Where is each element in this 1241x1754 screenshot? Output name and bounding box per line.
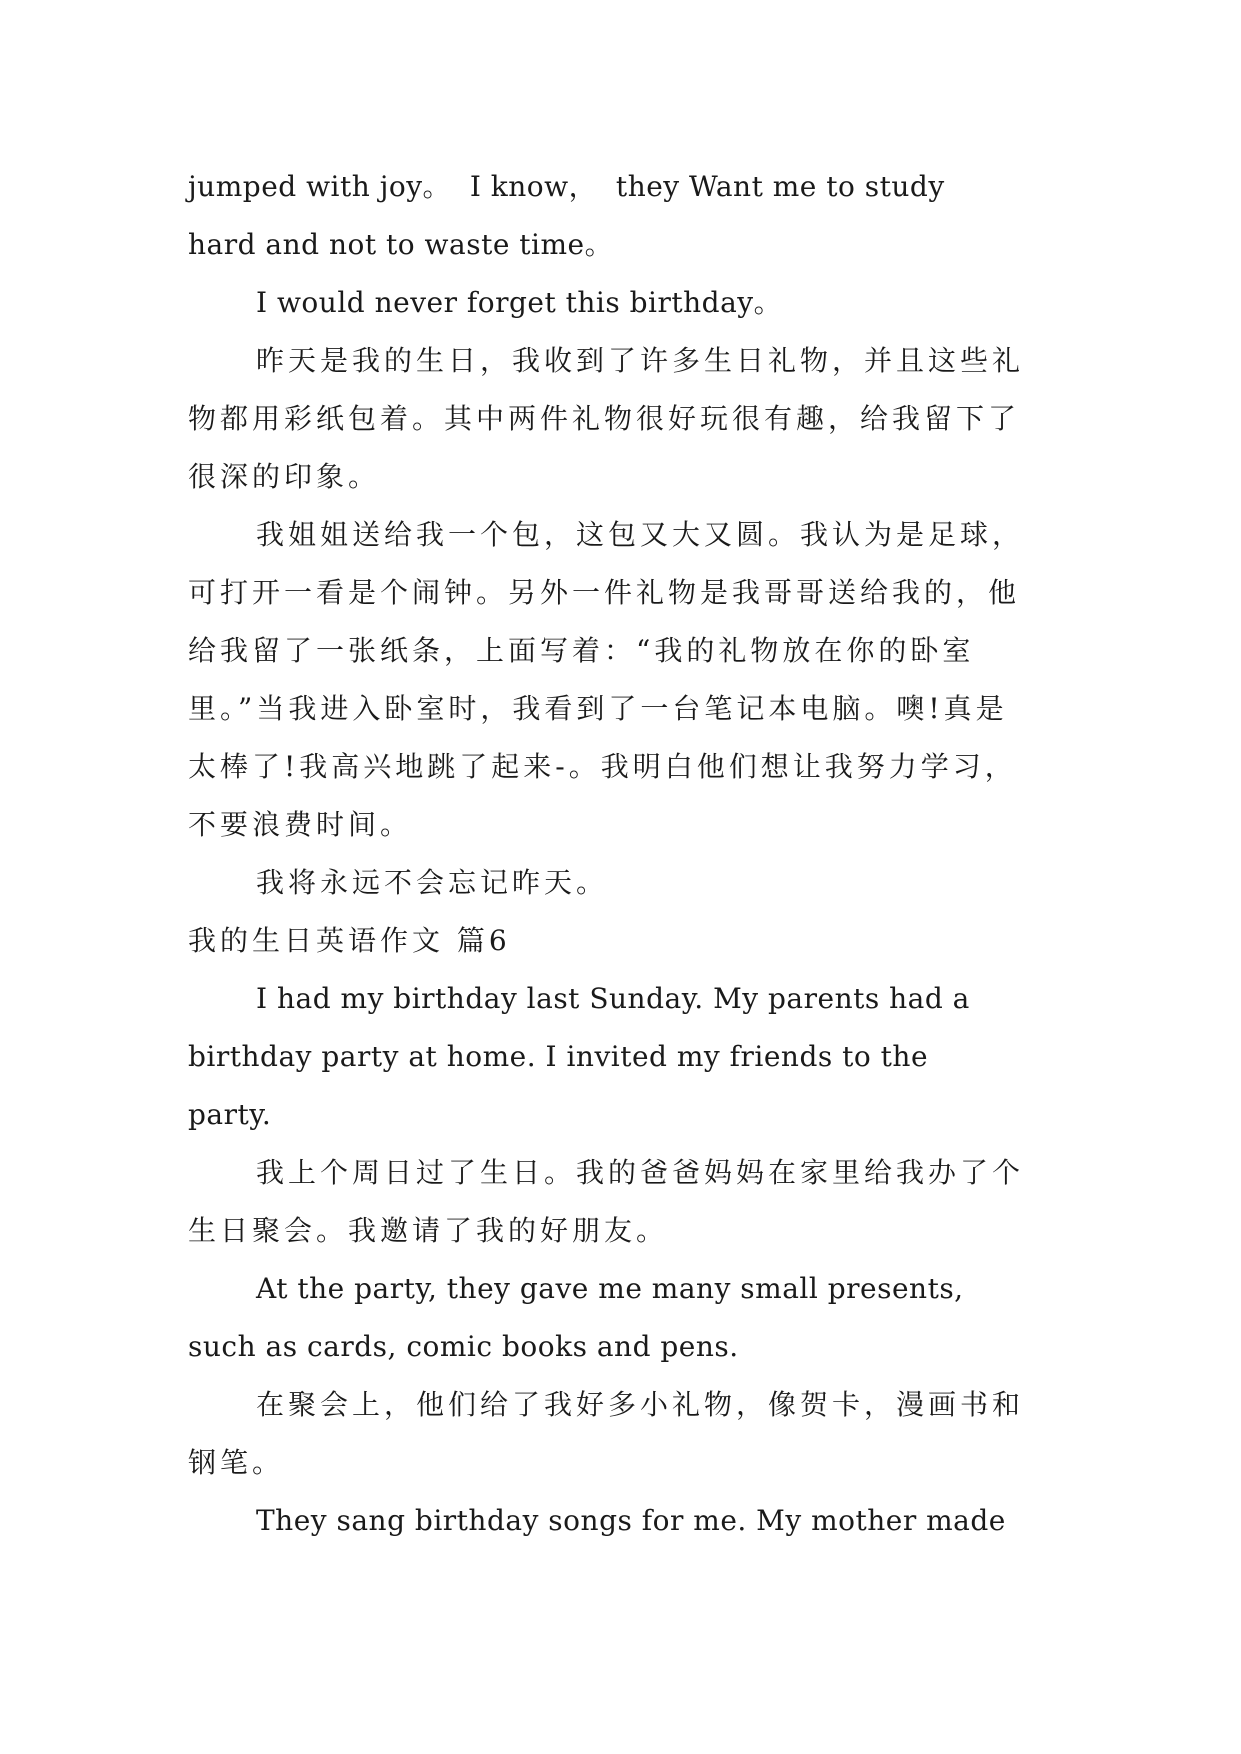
text-line: 生日聚会。我邀请了我的好朋友。 — [188, 1214, 669, 1247]
text-line: 可打开一看是个闹钟。另外一件礼物是我哥哥送给我的，他 — [188, 576, 1021, 609]
text-line: 给我留了一张纸条，上面写着：“我的礼物放在你的卧室 — [188, 634, 975, 667]
text-line: 太棒了!我高兴地跳了起来-。我明白他们想让我努力学习， — [188, 750, 1017, 783]
text-line: 钢笔。 — [188, 1446, 285, 1479]
text-line: 在聚会上，他们给了我好多小礼物，像贺卡，漫画书和 — [256, 1388, 1025, 1421]
text-line: 我上个周日过了生日。我的爸爸妈妈在家里给我办了个 — [256, 1156, 1025, 1189]
text-line: birthday party at home. I invited my friends to the — [188, 1040, 929, 1073]
section-heading: 我的生日英语作文 篇6 — [188, 924, 511, 957]
text-line: I would never forget this birthday。 — [256, 286, 783, 319]
text-line: 很深的印象。 — [188, 460, 381, 493]
text-line: such as cards, comic books and pens. — [188, 1330, 739, 1363]
text-line: 昨天是我的生日，我收到了许多生日礼物，并且这些礼 — [256, 344, 1025, 377]
text-line: I had my birthday last Sunday. My parents had a — [256, 982, 970, 1015]
text-line: jumped with joy。 I know， they Want me to study — [188, 170, 945, 203]
text-line: They sang birthday songs for me. My mother made — [256, 1504, 1006, 1537]
text-line: hard and not to waste time。 — [188, 228, 614, 261]
text-line: At the party, they gave me many small presents, — [256, 1272, 964, 1305]
text-line: 我姐姐送给我一个包，这包又大又圆。我认为是足球， — [256, 518, 1025, 551]
text-line: 我将永远不会忘记昨天。 — [256, 866, 609, 899]
text-line: party. — [188, 1098, 272, 1131]
text-line: 物都用彩纸包着。其中两件礼物很好玩很有趣，给我留下了 — [188, 402, 1021, 435]
text-line: 不要浪费时间。 — [188, 808, 413, 841]
text-line: 里。”当我进入卧室时，我看到了一台笔记本电脑。噢!真是 — [188, 692, 1008, 725]
document-body — [188, 158, 1058, 1550]
